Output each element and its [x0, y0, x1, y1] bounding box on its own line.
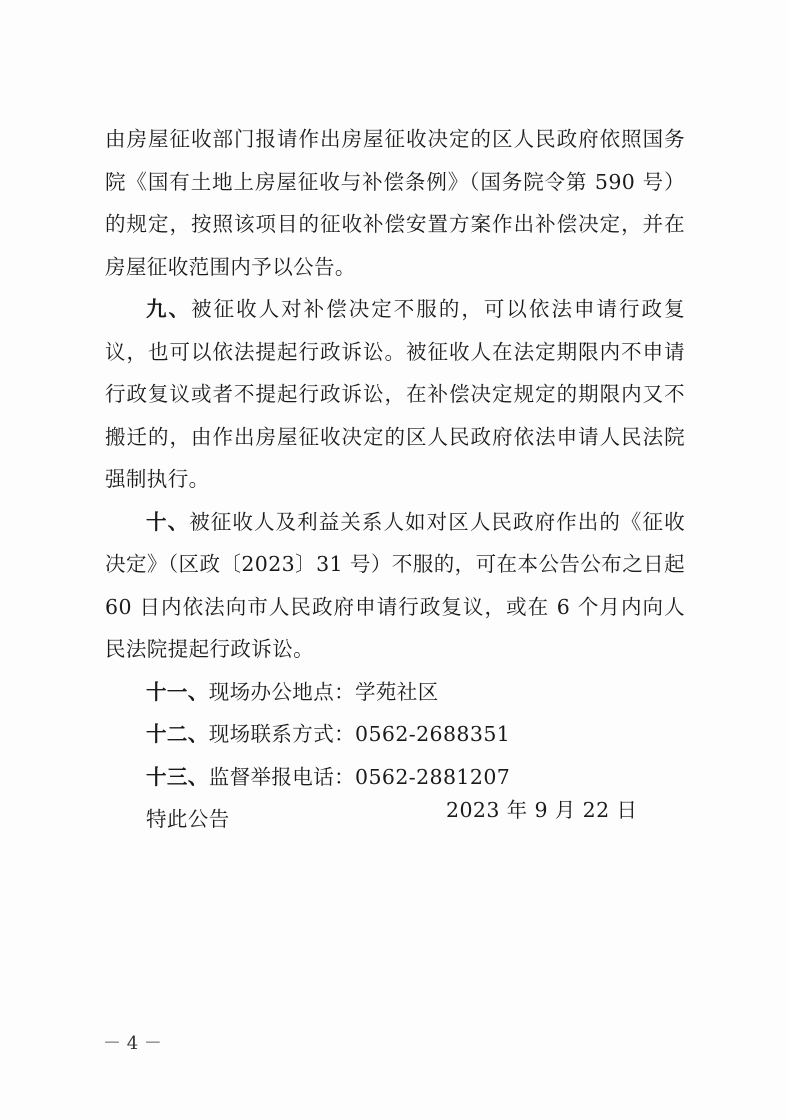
item-9-paragraph [105, 288, 685, 501]
item-12-number: 十二、 [146, 722, 209, 746]
item-11-number: 十一、 [146, 679, 209, 704]
document-body [105, 118, 685, 841]
closing-statement: 特此公告 [146, 807, 230, 831]
item-11-line [105, 671, 685, 714]
page-number: － 4 － [103, 1033, 162, 1054]
item-10-number: 十、 [146, 509, 190, 534]
item-10-paragraph [105, 501, 685, 671]
item-11-text: 现场办公地点：学苑社区 [208, 679, 439, 704]
item-13-text: 监督举报电话：0562-2881207 [208, 764, 511, 789]
document-date: 2023 年 9 月 22 日 [446, 798, 638, 822]
item-12-line [105, 713, 685, 756]
item-9-number: 九、 [146, 297, 192, 321]
item-13-line [105, 756, 685, 799]
item-13-number: 十三、 [146, 764, 209, 789]
item-12-text: 现场联系方式：0562-2688351 [208, 722, 511, 746]
item-10-text: 被征收人及利益关系人如对区人民政府作出的《征收决定》（区政〔2023〕31 号）不服的，可在本公告公布之日起 60 日内依法向市人民政府申请行政复议，或在 6 个月内向人民法院提起行政诉讼。 [105, 509, 685, 661]
intro-paragraph: 由房屋征收部门报请作出房屋征收决定的区人民政府依照国务院《国有土地上房屋征收与补偿条例》（国务院令第 590 号）的规定，按照该项目的征收补偿安置方案作出补偿决定，并在房屋征收范围内予以公告。 [105, 127, 685, 279]
item-9-text: 被征收人对补偿决定不服的，可以依法申请行政复议，也可以依法提起行政诉讼。被征收人在法定期限内不申请行政复议或者不提起行政诉讼，在补偿决定规定的期限内又不搬迁的，由作出房屋征收决定的区人民政府依法申请人民法院强制执行。 [105, 297, 685, 491]
